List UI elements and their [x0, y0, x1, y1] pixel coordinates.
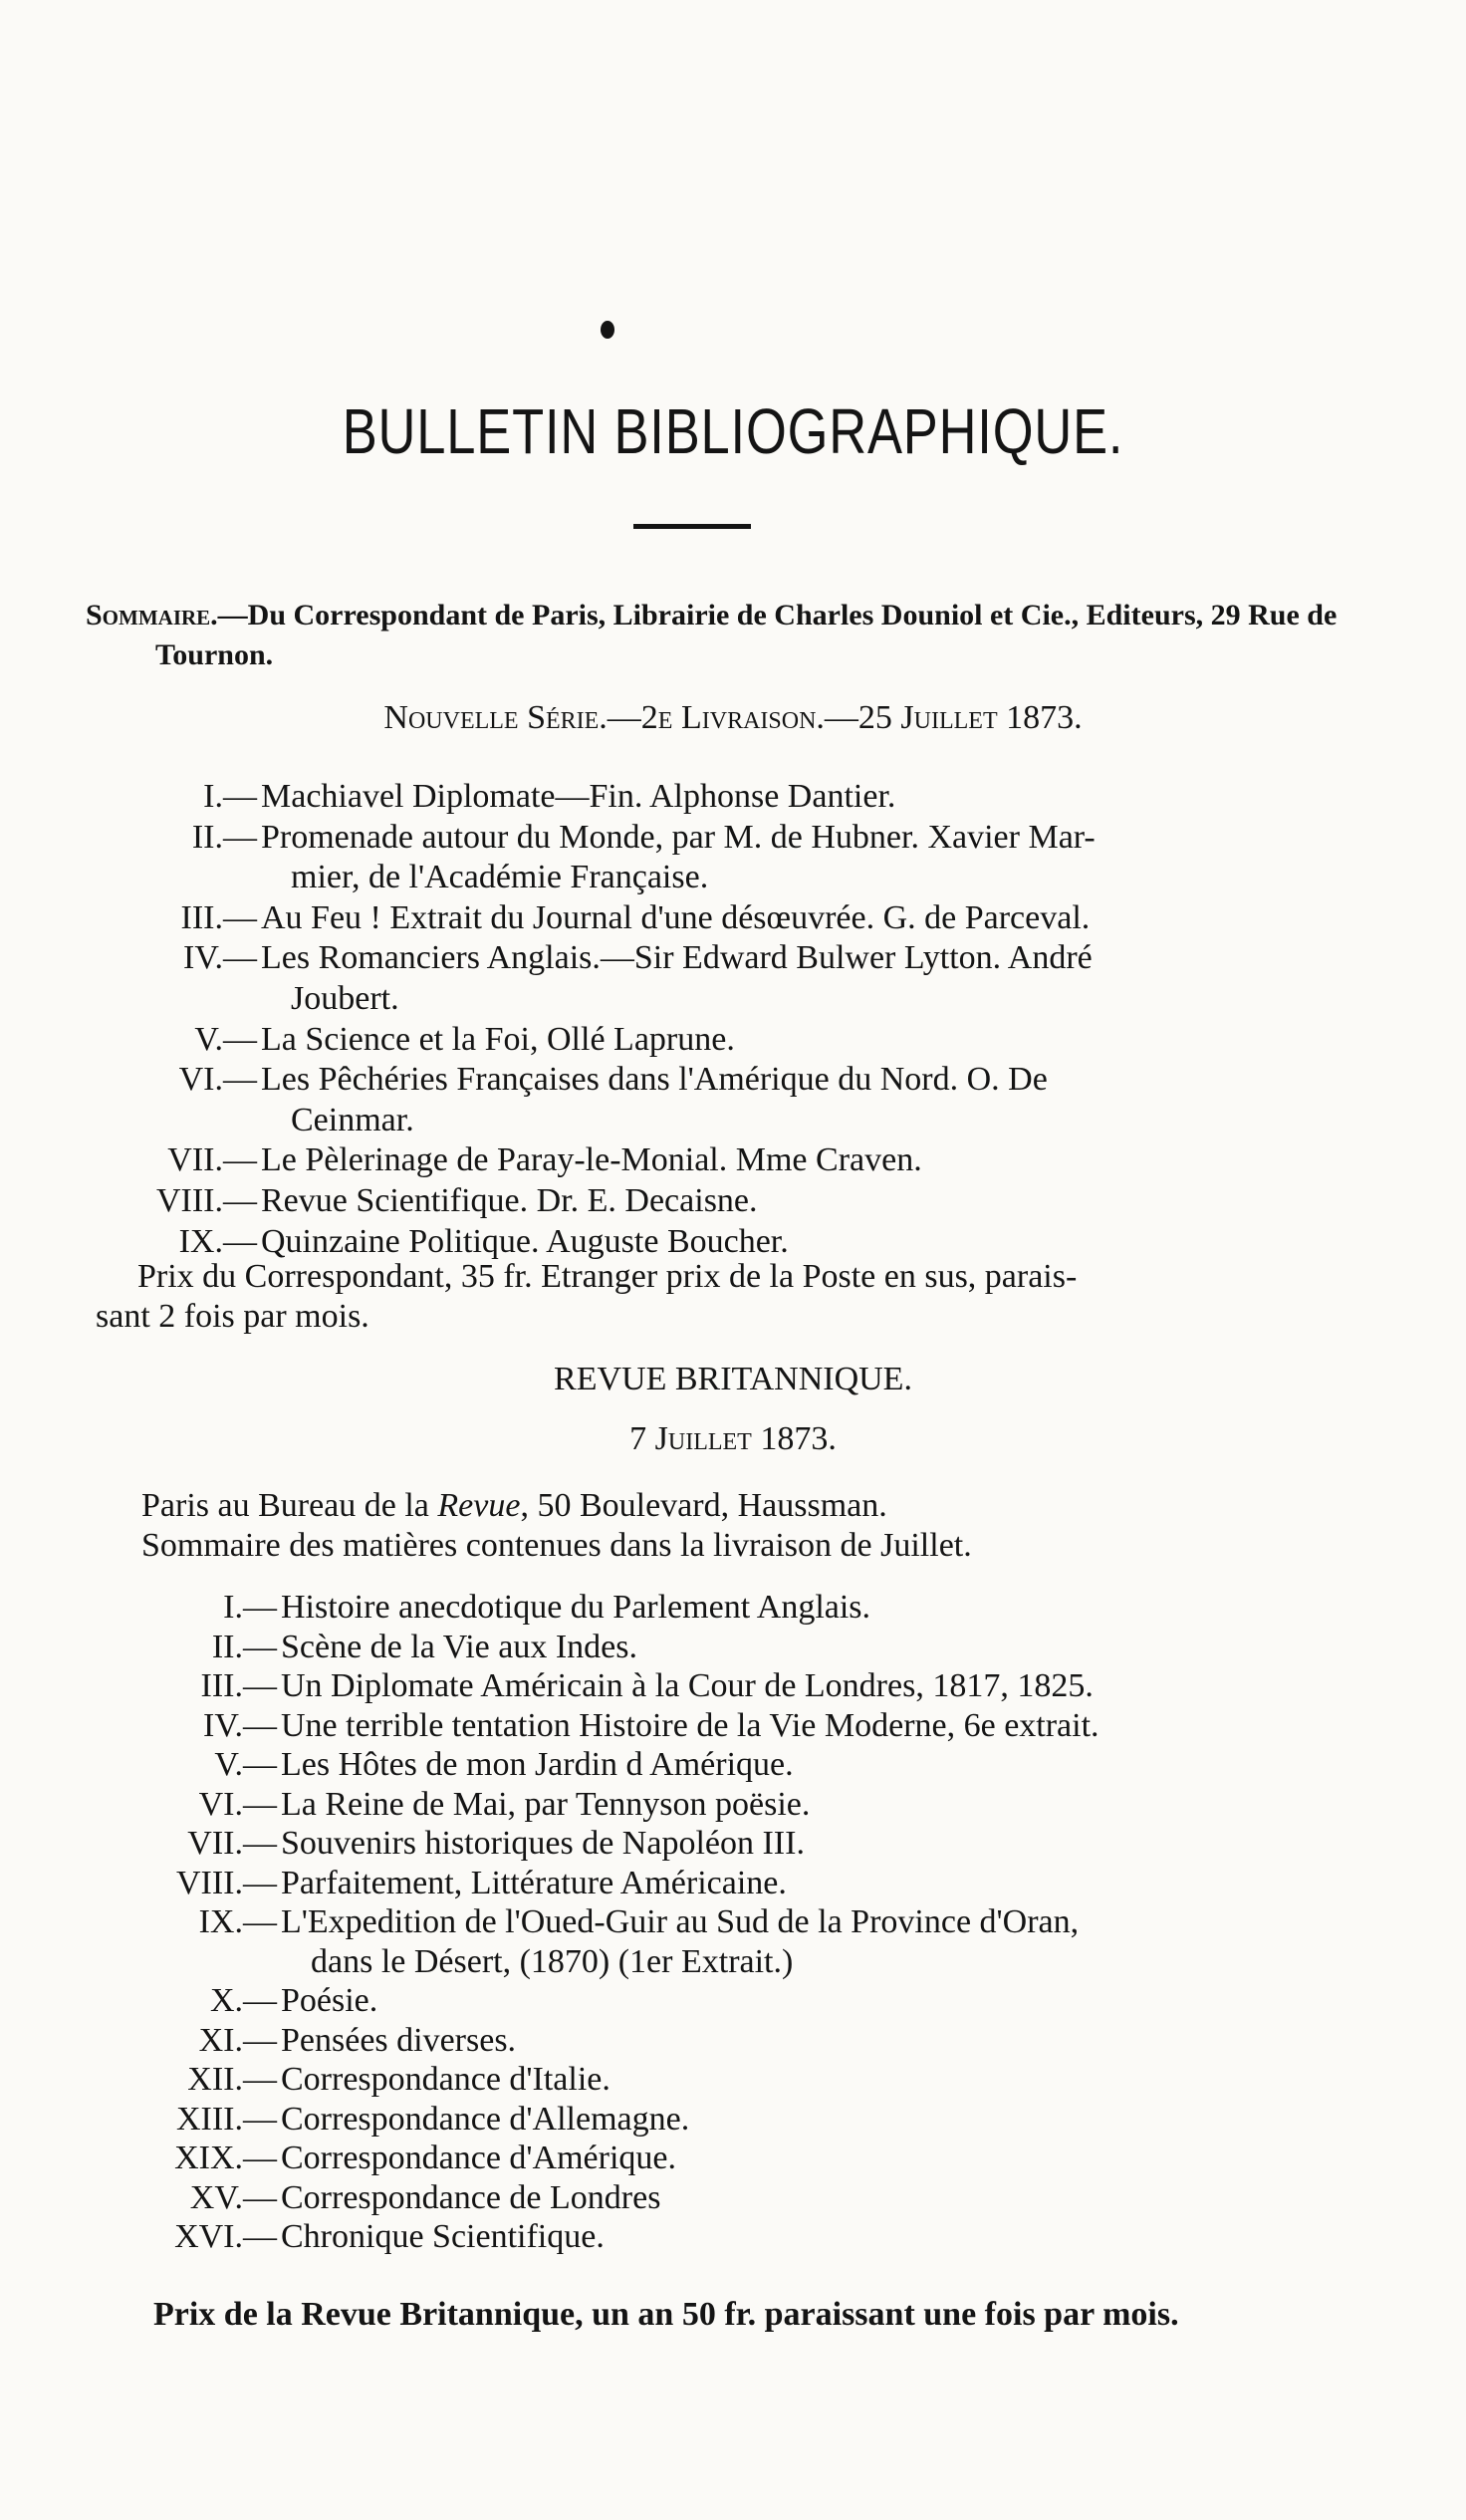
title-rule [633, 524, 751, 529]
item-number: XVI.— [174, 2218, 277, 2255]
revue-intro-pre: Paris au Bureau de la [141, 1487, 438, 1524]
item-text: Pensées diverses. [281, 2021, 517, 2059]
prix-correspondant-text1: Prix du Correspondant, 35 fr. Etranger prix de la Poste en sus, parais- [137, 1258, 1078, 1295]
revue-date: 7 Juillet 1873. [629, 1420, 837, 1457]
item-number: VII.— [187, 1825, 277, 1862]
item-number: IX.— [178, 1222, 257, 1260]
item-number: VI.— [178, 1061, 257, 1099]
item-number: VII.— [167, 1141, 257, 1179]
item-number: IX.— [198, 1903, 277, 1940]
item-number: III.— [180, 898, 257, 936]
item-number: VIII.— [175, 1864, 277, 1901]
item-number: XII.— [187, 2061, 277, 2098]
item-text: Quinzaine Politique. Auguste Boucher. [261, 1222, 789, 1260]
item-text: Ceinmar. [291, 1101, 414, 1138]
item-text: Correspondance d'Allemagne. [281, 2100, 690, 2138]
item-text: mier, de l'Académie Française. [291, 859, 709, 896]
item-number: XV.— [189, 2178, 277, 2216]
revue-intro-line1 [141, 1486, 887, 1526]
item-number: VIII.— [155, 1182, 257, 1219]
item-number: X.— [209, 1982, 277, 2019]
item-text: Les Pêchéries Françaises dans l'Amérique du Nord. O. De [261, 1061, 1048, 1099]
revue-intro-line2: Sommaire des matières contenues dans la livraison de Juillet. [141, 1527, 972, 1564]
nouvelle-serie-heading: Nouvelle Série.—2e Livraison.—25 Juillet 1873. [383, 699, 1083, 736]
item-text: Correspondance d'Amérique. [281, 2140, 676, 2176]
item-number: XIII.— [175, 2100, 277, 2138]
item-number: I.— [223, 1589, 277, 1626]
item-text: Une terrible tentation Histoire de la Vie Moderne, 6e extrait. [281, 1706, 1100, 1744]
item-text: Les Hôtes de mon Jardin d Amérique. [281, 1746, 794, 1783]
item-number: IV.— [203, 1706, 277, 1744]
item-text: Machiavel Diplomate—Fin. Alphonse Dantier. [261, 778, 896, 815]
prix-correspondant-line2: sant 2 fois par mois. [96, 1298, 369, 1335]
item-text: Un Diplomate Américain à la Cour de Londres, 1817, 1825. [281, 1667, 1094, 1704]
item-text: Parfaitement, Littérature Américaine. [281, 1864, 787, 1901]
item-number: XI.— [198, 2021, 277, 2059]
item-text: Correspondance d'Italie. [281, 2061, 611, 2098]
item-text: Joubert. [291, 980, 399, 1017]
item-text: Poésie. [281, 1982, 378, 2019]
sommaire-label: Sommaire. [86, 599, 218, 631]
item-text: Correspondance de Londres [281, 2178, 661, 2216]
sommaire-text: —Du Correspondant de Paris, Librairie de Charles Douniol et Cie., Editeurs, 29 Rue de Tournon. [155, 599, 1338, 671]
item-text: Scène de la Vie aux Indes. [281, 1628, 637, 1665]
bullet-mark [601, 321, 614, 339]
item-number: V.— [214, 1746, 277, 1783]
item-number: II.— [191, 818, 257, 856]
item-text: Le Pèlerinage de Paray-le-Monial. Mme Craven. [261, 1141, 922, 1179]
revue-title: REVUE BRITANNIQUE. [554, 1361, 912, 1397]
item-text: La Reine de Mai, par Tennyson poësie. [281, 1785, 811, 1823]
item-text: Revue Scientifique. Dr. E. Decaisne. [261, 1182, 758, 1219]
item-number: IV.— [183, 939, 257, 977]
item-number: V.— [194, 1020, 257, 1058]
prix-revue-line: Prix de la Revue Britannique, un an 50 fr. paraissant une fois par mois. [153, 2296, 1179, 2333]
item-number: XIX.— [174, 2140, 277, 2176]
revue-intro-italic: Revue [437, 1487, 521, 1524]
item-text: Histoire anecdotique du Parlement Anglais. [281, 1589, 871, 1626]
item-text: La Science et la Foi, Ollé Laprune. [261, 1020, 735, 1058]
page-title: BULLETIN BIBLIOGRAPHIQUE. [342, 395, 1124, 467]
item-number: I.— [203, 778, 257, 815]
revue-intro-post: , 50 Boulevard, Haussman. [520, 1487, 887, 1524]
item-number: III.— [200, 1667, 277, 1704]
item-text: L'Expedition de l'Oued-Guir au Sud de la Province d'Oran, [281, 1903, 1080, 1940]
item-text: Promenade autour du Monde, par M. de Hubner. Xavier Mar- [261, 818, 1096, 856]
item-number: II.— [211, 1628, 277, 1665]
sommaire-paragraph [86, 596, 1370, 675]
item-number: VI.— [198, 1785, 277, 1823]
prix-correspondant-line1 [137, 1257, 1077, 1297]
item-text: Au Feu ! Extrait du Journal d'une désœuvrée. G. de Parceval. [261, 898, 1091, 936]
item-text: Les Romanciers Anglais.—Sir Edward Bulwer Lytton. André [261, 939, 1093, 977]
item-text: Chronique Scientifique. [281, 2218, 605, 2255]
item-text: Souvenirs historiques de Napoléon III. [281, 1825, 805, 1862]
item-text: dans le Désert, (1870) (1er Extrait.) [311, 1942, 794, 1980]
